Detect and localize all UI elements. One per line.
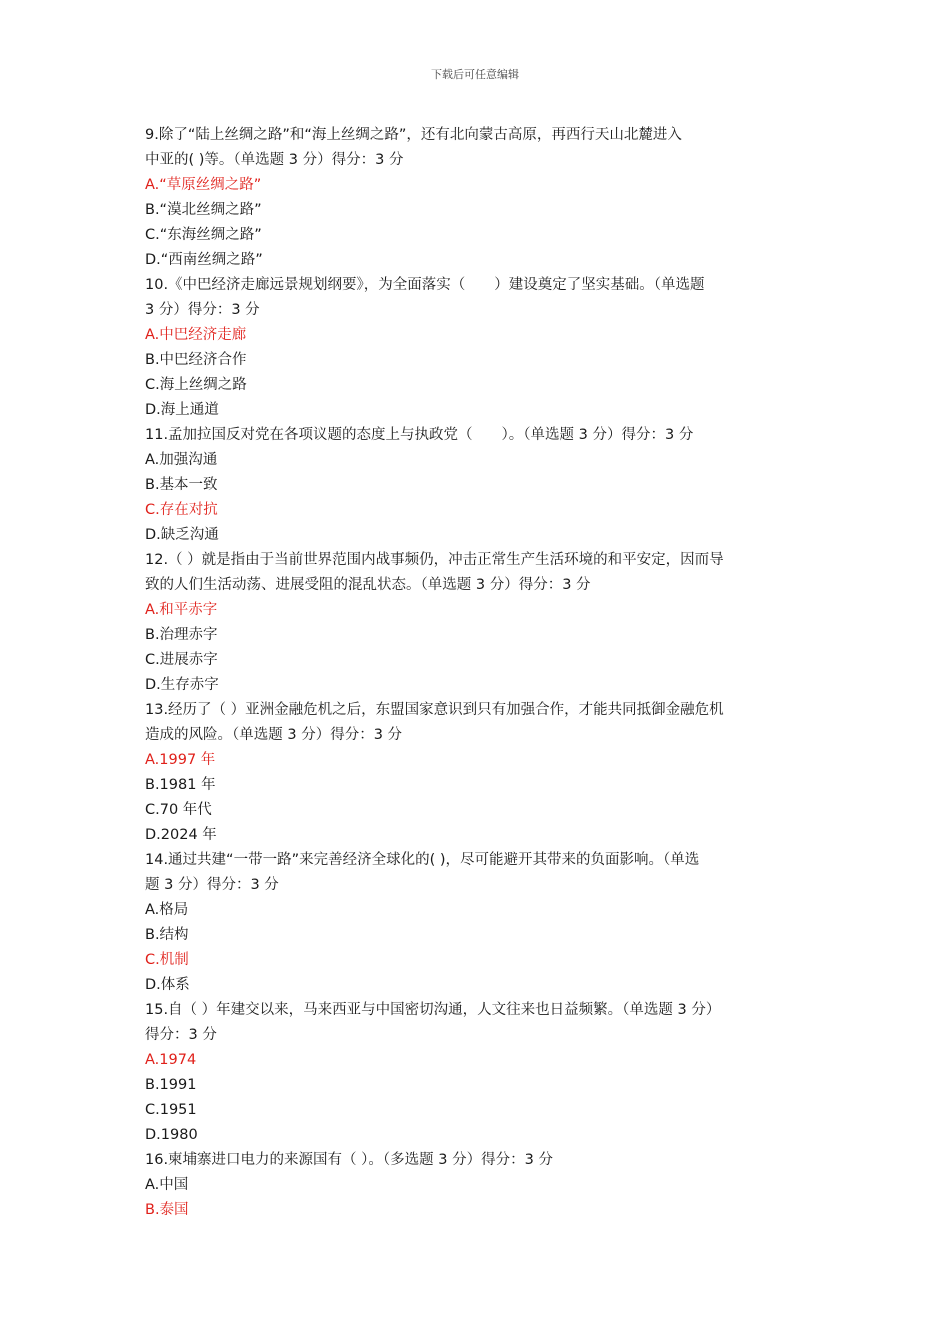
correct-answer-option: A.中巴经济走廊 bbox=[145, 327, 247, 343]
question-text-line: 15.自（ ）年建交以来，马来西亚与中国密切沟通，人文往来也日益频繁。（单选题 3 分） bbox=[145, 1002, 721, 1018]
question-text-line: 13.经历了（ ）亚洲金融危机之后，东盟国家意识到只有加强合作，才能共同抵御金融危机 bbox=[145, 702, 724, 718]
correct-answer-option: C.存在对抗 bbox=[145, 502, 218, 518]
correct-answer-option: C.机制 bbox=[145, 952, 189, 968]
question-text-line: 12.（ ）就是指由于当前世界范围内战事频仍，冲击正常生产生活环境的和平安定，因而导 bbox=[145, 552, 724, 568]
question-text-line: 3 分）得分：3 分 bbox=[145, 302, 260, 318]
answer-option: A.加强沟通 bbox=[145, 452, 218, 468]
answer-option: D.海上通道 bbox=[145, 402, 219, 418]
answer-option: D.生存赤字 bbox=[145, 677, 219, 693]
correct-answer-option: A.1997 年 bbox=[145, 752, 216, 768]
answer-option: C.70 年代 bbox=[145, 802, 212, 818]
question-text-line: 14.通过共建“一带一路”来完善经济全球化的( )，尽可能避开其带来的负面影响。（单选 bbox=[145, 852, 700, 868]
answer-option: D.1980 bbox=[145, 1127, 198, 1143]
answer-option: B.中巴经济合作 bbox=[145, 352, 247, 368]
correct-answer-option: A.“草原丝绸之路” bbox=[145, 177, 262, 193]
answer-option: B.1991 bbox=[145, 1077, 197, 1093]
correct-answer-option: A.1974 bbox=[145, 1052, 197, 1068]
question-text-line: 题 3 分）得分：3 分 bbox=[145, 877, 279, 893]
question-text-line: 致的人们生活动荡、进展受阻的混乱状态。（单选题 3 分）得分：3 分 bbox=[145, 577, 591, 593]
answer-option: B.基本一致 bbox=[145, 477, 218, 493]
answer-option: B.“漠北丝绸之路” bbox=[145, 202, 262, 218]
answer-option: D.“西南丝绸之路” bbox=[145, 252, 263, 268]
answer-option: D.缺乏沟通 bbox=[145, 527, 219, 543]
answer-option: C.1951 bbox=[145, 1102, 197, 1118]
page-header: 下载后可任意编辑 bbox=[431, 68, 519, 81]
answer-option: B.治理赤字 bbox=[145, 627, 218, 643]
question-text-line: 11.孟加拉国反对党在各项议题的态度上与执政党（ ）。（单选题 3 分）得分：3 分 bbox=[145, 427, 694, 443]
question-text-line: 中亚的( )等。（单选题 3 分）得分：3 分 bbox=[145, 152, 404, 168]
answer-option: C.进展赤字 bbox=[145, 652, 218, 668]
answer-option: A.格局 bbox=[145, 902, 189, 918]
quiz-content bbox=[145, 123, 807, 1223]
answer-option: A.中国 bbox=[145, 1177, 189, 1193]
question-text-line: 9.除了“陆上丝绸之路”和“海上丝绸之路”，还有北向蒙古高原，再西行天山北麓进入 bbox=[145, 127, 682, 143]
answer-option: B.结构 bbox=[145, 927, 189, 943]
answer-option: B.1981 年 bbox=[145, 777, 216, 793]
correct-answer-option: A.和平赤字 bbox=[145, 602, 218, 618]
answer-option: D.体系 bbox=[145, 977, 190, 993]
question-text-line: 10.《中巴经济走廊远景规划纲要》，为全面落实（ ）建设奠定了坚实基础。（单选题 bbox=[145, 277, 705, 293]
correct-answer-option: B.泰国 bbox=[145, 1202, 189, 1218]
answer-option: C.海上丝绸之路 bbox=[145, 377, 247, 393]
question-text-line: 造成的风险。（单选题 3 分）得分：3 分 bbox=[145, 727, 403, 743]
question-text-line: 16.柬埔寨进口电力的来源国有（ ）。（多选题 3 分）得分：3 分 bbox=[145, 1152, 553, 1168]
answer-option: C.“东海丝绸之路” bbox=[145, 227, 262, 243]
question-text-line: 得分：3 分 bbox=[145, 1027, 217, 1043]
answer-option: D.2024 年 bbox=[145, 827, 217, 843]
